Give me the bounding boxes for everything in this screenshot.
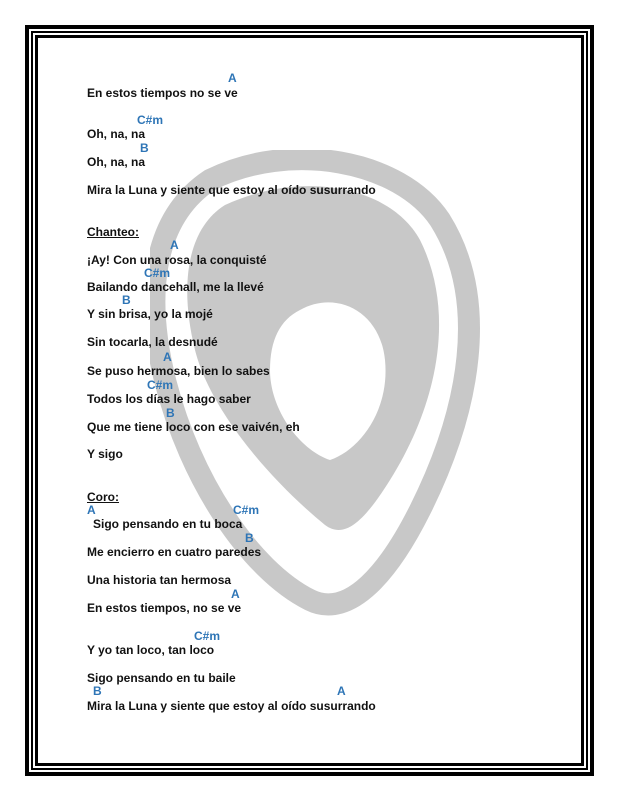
chord: B — [93, 684, 102, 698]
chord: C#m — [147, 378, 174, 392]
lyric-line: Oh, na, na — [87, 127, 146, 141]
chord: C#m — [233, 503, 260, 517]
lyric-line: Mira la Luna y siente que estoy al oído susurrando — [87, 699, 376, 713]
chord: A — [170, 238, 179, 252]
lyric-line: Una historia tan hermosa — [87, 573, 232, 587]
chord: B — [245, 531, 254, 545]
lyric-line: Y sigo — [87, 447, 123, 461]
lyric-line: En estos tiempos no se ve — [87, 86, 238, 100]
lyric-line: Y sin brisa, yo la mojé — [87, 307, 213, 321]
section-heading-chanteo: Chanteo: — [87, 225, 139, 239]
chord: C#m — [137, 113, 164, 127]
chord: C#m — [144, 266, 171, 280]
lyric-line: Todos los días le hago saber — [87, 392, 251, 406]
chord: B — [122, 293, 131, 307]
lyric-line: Y yo tan loco, tan loco — [87, 643, 215, 657]
lyric-line: Sigo pensando en tu boca — [93, 517, 243, 531]
lyric-line: Sin tocarla, la desnudé — [87, 335, 218, 349]
chord: A — [337, 684, 346, 698]
lyric-line: Que me tiene loco con ese vaivén, eh — [87, 420, 300, 434]
lyric-line: Se puso hermosa, bien lo sabes — [87, 364, 270, 378]
chord: A — [87, 503, 96, 517]
lyric-line: Bailando dancehall, me la llevé — [87, 280, 264, 294]
chord: B — [140, 141, 149, 155]
chord: A — [231, 587, 240, 601]
lyric-line: Oh, na, na — [87, 155, 146, 169]
chord: C#m — [194, 629, 221, 643]
lyric-line: Mira la Luna y siente que estoy al oído susurrando — [87, 183, 376, 197]
lyric-line: En estos tiempos, no se ve — [87, 601, 242, 615]
lyric-line: ¡Ay! Con una rosa, la conquisté — [87, 253, 267, 267]
lyric-line: Me encierro en cuatro paredes — [87, 545, 262, 559]
chord: A — [228, 71, 237, 85]
chord: B — [166, 406, 175, 420]
section-heading-coro: Coro: — [87, 490, 119, 504]
lyric-line: Sigo pensando en tu baile — [87, 671, 236, 685]
chord: A — [163, 350, 172, 364]
